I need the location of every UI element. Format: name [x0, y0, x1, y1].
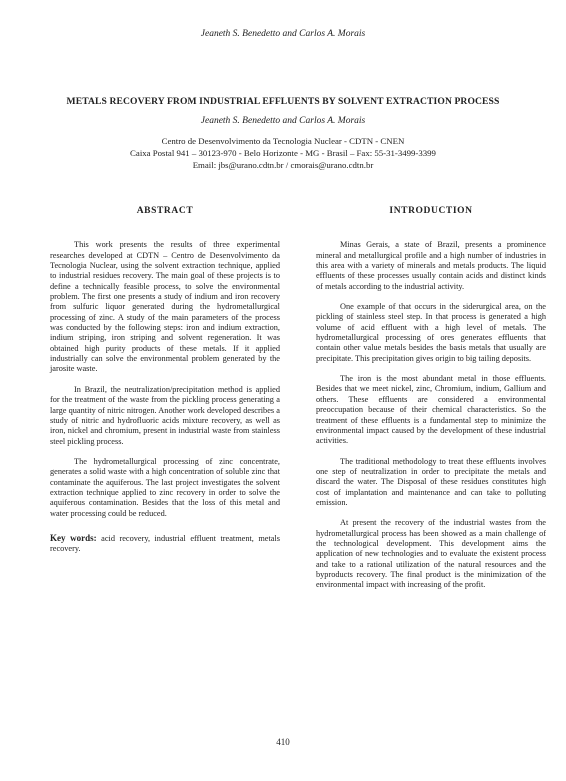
- abstract-paragraph: In Brazil, the neutralization/precipitation method is applied for the treatment of the waste from the pickling process generating a large quantity of nitric nitrogen. Another work developed describes a study of nitric and hydrofluoric acids mixture recovery, as well as iron, nickel and chromium, present in industrial waste from stainless steel pickling process.: [50, 384, 280, 446]
- abstract-paragraph: The hydrometallurgical processing of zinc concentrate, generates a solid waste with a high concentration of soluble zinc that contaminate the aquiferous. The last project investigates the solvent extraction technique applied to zinc recovery in order to solve the aquiferous contamination. Besides that the loss of this metal and water processing could be reduced.: [50, 456, 280, 518]
- introduction-paragraph: The traditional methodology to treat these effluents involves one step of neutralization in order to precipitate the metals and discard the water. The Disposal of these residues constitutes high cost of implantation and maintenance and can take to polluting emission.: [316, 456, 546, 507]
- page-number: 410: [276, 737, 290, 747]
- affiliation-institution: Centro de Desenvolvimento da Tecnologia Nuclear - CDTN - CNEN: [161, 136, 405, 146]
- introduction-heading: INTRODUCTION: [389, 206, 473, 216]
- introduction-paragraph: At present the recovery of the industrial wastes from the hydrometallurgical process has been showed as a main challenge of the technological development. This development aims the application of new technologies and to evaluate the existent process and take to a rational utilization of the natural resources and the byproducts recovery. The final product is the minimization of the environmental impact with increasing of the profit.: [316, 518, 546, 590]
- abstract-paragraph: This work presents the results of three experimental researches developed at CDTN – Centro de Desenvolvimento da Tecnologia Nuclear, using the solvent extraction technique, applied to industrial residues recovery. The main goal of these projects is to define a technically feasible process, to solve the environmental problem. The first one presents a study of indium and iron recovery from sulfuric liquor generated during the hydrometallurgical processing of zinc. A study of the main parameters of the process was conducted by the following steps: iron and indium extraction, indium striping, iron striping and solvent regeneration. It was obtained high purity products of these metals. If it applied industrially can solve the environmental problem generated by the jarosite waste.: [50, 240, 280, 374]
- introduction-paragraph: The iron is the most abundant metal in those effluents. Besides that we meet nickel, zinc, Chromium, indium, Gallium and others. These effluents are considered a environmental preoccupation because of their chemical characteristics. So the treatment of these effluents is a fundamental step to minimize the environmental impact caused by the development of these industrial activities.: [316, 374, 546, 446]
- keywords-label: Key words:: [50, 532, 97, 543]
- keywords-text: acid recovery, industrial effluent treatment, metals recovery.: [50, 533, 281, 554]
- introduction-column: [316, 206, 546, 601]
- keywords: [50, 533, 280, 555]
- abstract-heading: ABSTRACT: [136, 206, 194, 216]
- running-head: Jeaneth S. Benedetto and Carlos A. Morais: [200, 29, 366, 39]
- introduction-paragraph: Minas Gerais, a state of Brazil, presents a prominence mineral and metallurgical profile and a high number of industries in this area with a variety of minerals and metals products. The liquid effluents of these processes usually contain acids and distinct kinds of metals according to the industrial activity.: [316, 240, 546, 291]
- authors: Jeaneth S. Benedetto and Carlos A. Morais: [200, 116, 366, 126]
- abstract-column: [50, 206, 280, 565]
- paper-title: METALS RECOVERY FROM INDUSTRIAL EFFLUENTS BY SOLVENT EXTRACTION PROCESS: [66, 96, 500, 107]
- affiliation-email: Email: jbs@urano.cdtn.br / cmorais@urano.cdtn.br: [192, 160, 374, 170]
- introduction-paragraph: One example of that occurs in the siderurgical area, on the pickling of stainless steel step. In that process is generated a high volume of acid effluent with a high level of metals. The hydrometallurgical processing of ores generates effluents that contain other value metals besides the basis metals that usually are precipitate. This precipitation gives origin to big tailing deposits.: [316, 302, 546, 363]
- affiliation-address: Caixa Postal 941 – 30123-970 - Belo Horizonte - MG - Brasil – Fax: 55-31-3499-3399: [130, 148, 436, 158]
